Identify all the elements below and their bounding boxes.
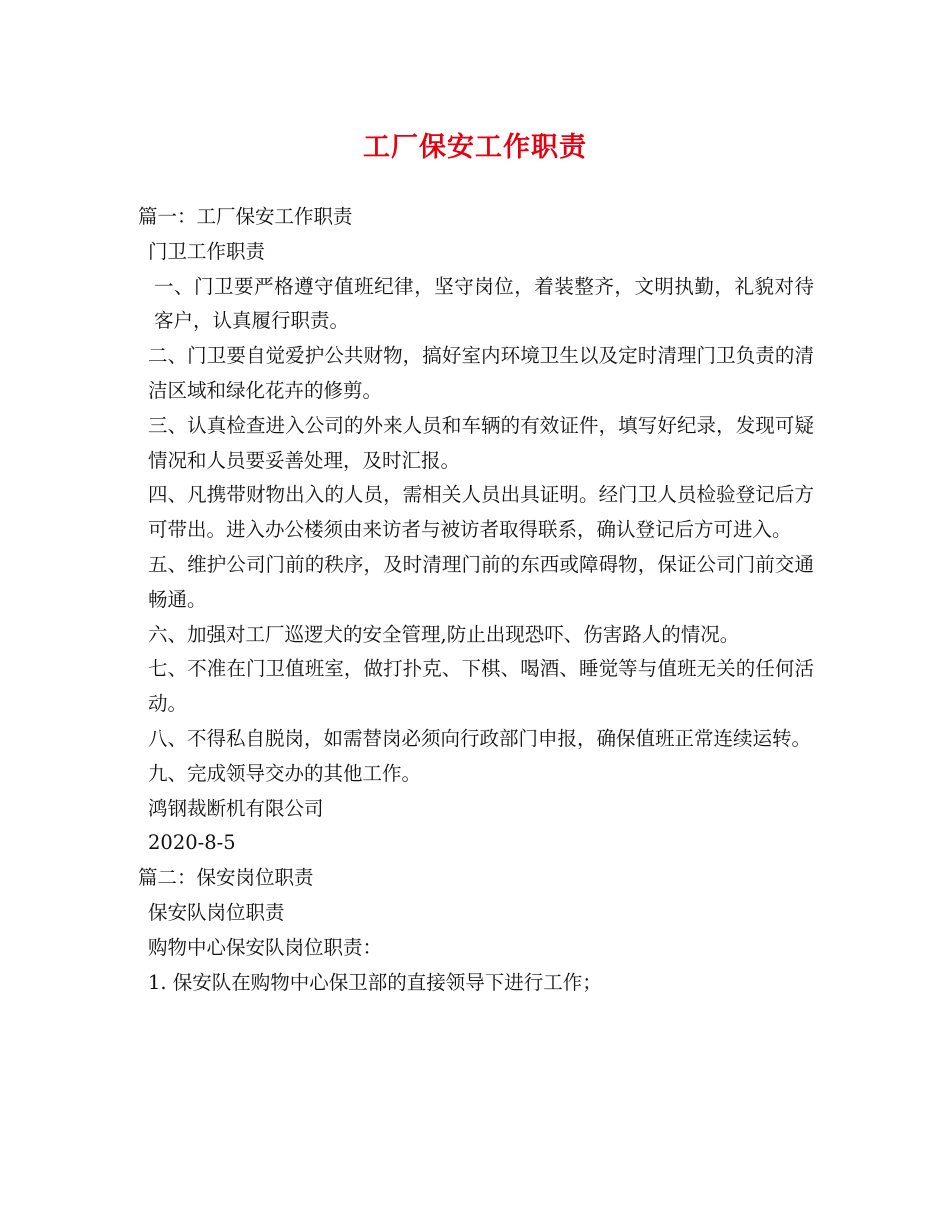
paragraph: 七、不准在门卫值班室，做打扑克、下棋、喝酒、睡觉等与值班无关的任何活动。 <box>148 657 814 716</box>
subsection-heading: 保安队岗位职责 <box>148 900 285 924</box>
section-heading: 篇一：工厂保安工作职责 <box>138 205 353 228</box>
paragraph: 三、认真检查进入公司的外来人员和车辆的有效证件，填写好纪录，发现可疑情况和人员要妥善处理，及时汇报。 <box>148 413 814 472</box>
company-name: 鸿钢裁断机有限公司 <box>148 796 324 820</box>
list-item: 1. 保安队在购物中心保卫部的直接领导下进行工作； <box>148 970 602 994</box>
subsection-heading: 购物中心保安队岗位职责： <box>148 935 383 959</box>
paragraph: 六、加强对工厂巡逻犬的安全管理,防止出现恐吓、伤害路人的情况。 <box>148 622 740 646</box>
paragraph: 五、维护公司门前的秩序，及时清理门前的东西或障碍物，保证公司门前交通畅通。 <box>148 552 814 611</box>
paragraph: 四、凡携带财物出入的人员，需相关人员出具证明。经门卫人员检验登记后方可带出。进入办公楼须由来访者与被访者取得联系，确认登记后方可进入。 <box>148 483 814 542</box>
paragraph: 二、门卫要自觉爱护公共财物，搞好室内环境卫生以及定时清理门卫负责的清洁区域和绿化花卉的修剪。 <box>148 344 814 402</box>
document-body <box>138 200 814 1000</box>
section-heading: 篇二：保安岗位职责 <box>138 866 314 890</box>
document-title: 工厂保安工作职责 <box>363 132 587 163</box>
paragraph: 一、门卫要严格遵守值班纪律，坚守岗位，着装整齐，文明执勤，礼貌对待客户，认真履行职责。 <box>154 274 814 333</box>
document-date: 2020-8-5 <box>148 831 236 855</box>
paragraph: 八、不得私自脱岗，如需替岗必须向行政部门申报，确保值班正常连续运转。 <box>148 726 812 750</box>
paragraph: 九、完成领导交办的其他工作。 <box>148 761 422 785</box>
subsection-heading: 门卫工作职责 <box>148 239 266 263</box>
